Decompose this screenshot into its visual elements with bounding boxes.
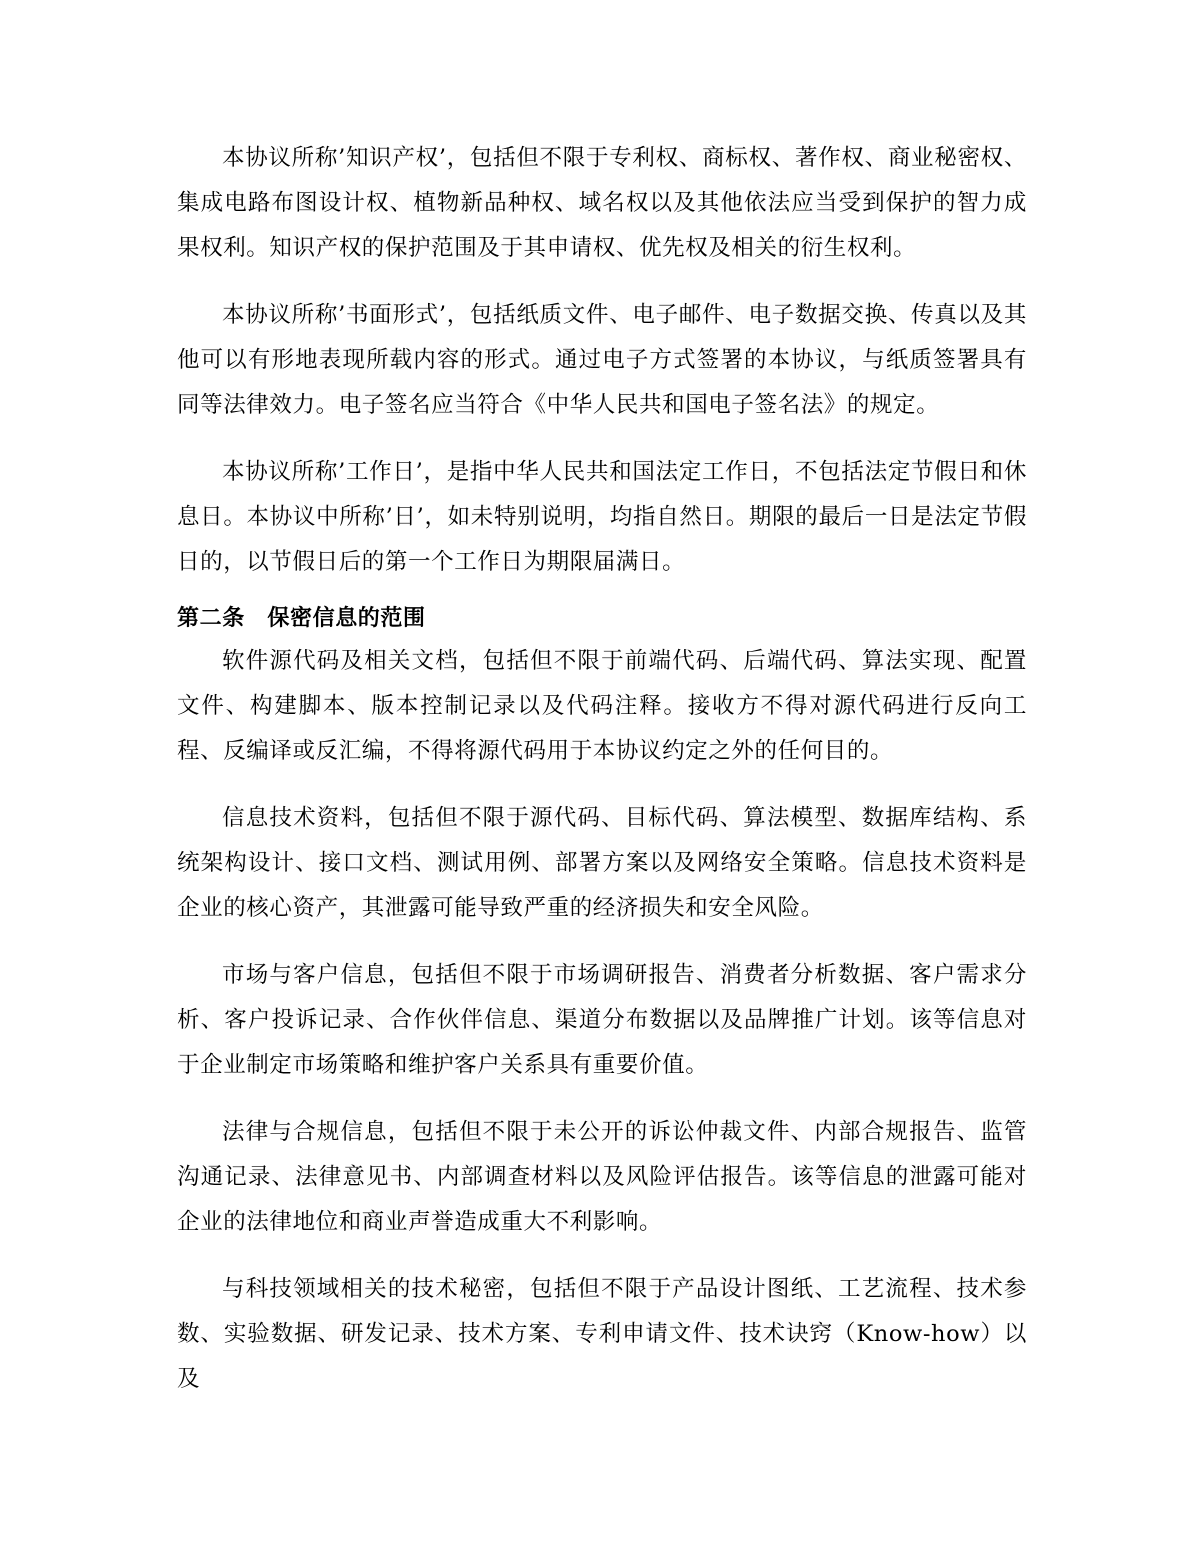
paragraph-tech-secrets: 与科技领域相关的技术秘密，包括但不限于产品设计图纸、工艺流程、技术参数、实验数据、研发记录、技术方案、专利申请文件、技术诀窍（Know-how）以及 xyxy=(177,1276,1027,1392)
paragraph-source-code: 软件源代码及相关文档，包括但不限于前端代码、后端代码、算法实现、配置文件、构建脚本、版本控制记录以及代码注释。接收方不得对源代码进行反向工程、反编译或反汇编，不得将源代码用于本协议约定之外的任何目的。 xyxy=(177,648,1027,764)
section-confidential-scope xyxy=(177,599,1027,1402)
paragraph-written-form-definition: 本协议所称’书面形式’，包括纸质文件、电子邮件、电子数据交换、传真以及其他可以有形地表现所载内容的形式。通过电子方式签署的本协议，与纸质签署具有同等法律效力。电子签名应当符合《中华人民共和国电子签名法》的规定。 xyxy=(177,302,1027,418)
paragraph-workday-definition: 本协议所称’工作日’，是指中华人民共和国法定工作日，不包括法定节假日和休息日。本协议中所称’日’，如未特别说明，均指自然日。期限的最后一日是法定节假日的，以节假日后的第一个工作日为期限届满日。 xyxy=(177,459,1027,575)
section-heading: 第二条 保密信息的范围 xyxy=(177,606,426,631)
paragraph-ip-definition: 本协议所称’知识产权’，包括但不限于专利权、商标权、著作权、商业秘密权、集成电路布图设计权、植物新品种权、域名权以及其他依法应当受到保护的智力成果权利。知识产权的保护范围及于其申请权、优先权及相关的衍生权利。 xyxy=(177,145,1027,261)
paragraph-it-materials: 信息技术资料，包括但不限于源代码、目标代码、算法模型、数据库结构、系统架构设计、接口文档、测试用例、部署方案以及网络安全策略。信息技术资料是企业的核心资产，其泄露可能导致严重的经济损失和安全风险。 xyxy=(177,805,1027,921)
paragraph-legal-compliance: 法律与合规信息，包括但不限于未公开的诉讼仲裁文件、内部合规报告、监管沟通记录、法律意见书、内部调查材料以及风险评估报告。该等信息的泄露可能对企业的法律地位和商业声誉造成重大不利影响。 xyxy=(177,1119,1027,1235)
paragraph-market-customer: 市场与客户信息，包括但不限于市场调研报告、消费者分析数据、客户需求分析、客户投诉记录、合作伙伴信息、渠道分布数据以及品牌推广计划。该等信息对于企业制定市场策略和维护客户关系具有重要价值。 xyxy=(177,962,1027,1078)
document-body xyxy=(177,136,1027,1424)
